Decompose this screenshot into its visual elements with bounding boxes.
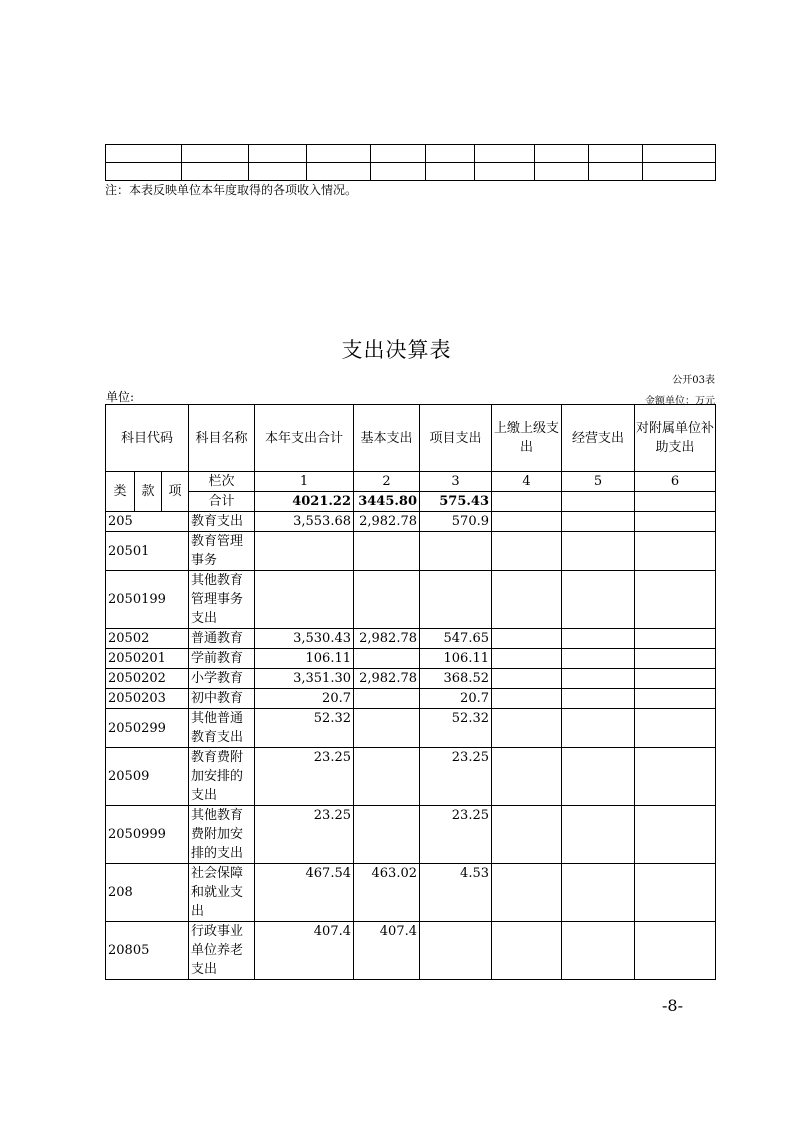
subject-code: 2050201 (106, 649, 189, 669)
total-amount: 20.7 (255, 689, 354, 709)
basic-amount (354, 571, 420, 629)
subject-code: 2050999 (106, 806, 189, 864)
table-row (106, 629, 716, 649)
subject-code: 205 (106, 512, 189, 532)
column-number-3: 3 (420, 472, 492, 492)
project-amount: 4.53 (420, 864, 492, 922)
basic-amount (354, 709, 420, 748)
table-row (106, 163, 716, 181)
project-amount: 52.32 (420, 709, 492, 748)
header-xiang: 项 (162, 472, 189, 512)
sum-label: 合计 (189, 492, 255, 512)
basic-amount: 2,982.78 (354, 629, 420, 649)
basic-amount (354, 748, 420, 806)
table-row (106, 532, 716, 571)
amount-unit: 金额单位：万元 (645, 396, 715, 407)
table-row (106, 669, 716, 689)
table-row (106, 748, 716, 806)
table-row (106, 649, 716, 669)
total-amount: 23.25 (255, 806, 354, 864)
form-number: 公开03表 (672, 375, 715, 386)
project-amount: 20.7 (420, 689, 492, 709)
column-number-5: 5 (562, 472, 635, 492)
header-total: 本年支出合计 (255, 405, 354, 472)
total-amount: 467.54 (255, 864, 354, 922)
subject-code: 20501 (106, 532, 189, 571)
page-number: -8- (662, 996, 683, 1015)
table-row (106, 864, 716, 922)
total-amount: 3,351.30 (255, 669, 354, 689)
sum-total: 4021.22 (255, 492, 354, 512)
basic-amount: 463.02 (354, 864, 420, 922)
total-amount: 3,530.43 (255, 629, 354, 649)
table-row (106, 571, 716, 629)
total-amount: 3,553.68 (255, 512, 354, 532)
subject-code: 2050203 (106, 689, 189, 709)
header-row (106, 405, 716, 472)
basic-amount (354, 689, 420, 709)
previous-income-table-remnant (105, 144, 716, 181)
header-subject-name: 科目名称 (189, 405, 255, 472)
subject-code: 20502 (106, 629, 189, 649)
subject-name: 初中教育 (189, 689, 255, 709)
basic-amount (354, 649, 420, 669)
subject-name: 教育支出 (189, 512, 255, 532)
project-amount (420, 922, 492, 980)
column-number-4: 4 (492, 472, 562, 492)
subject-name: 教育管理事务 (189, 532, 255, 571)
project-amount (420, 532, 492, 571)
sum-row (106, 492, 716, 512)
table-row (106, 512, 716, 532)
header-lei: 类 (106, 472, 135, 512)
subject-name: 小学教育 (189, 669, 255, 689)
sum-basic: 3445.80 (354, 492, 420, 512)
basic-amount (354, 532, 420, 571)
project-amount: 368.52 (420, 669, 492, 689)
total-amount (255, 532, 354, 571)
column-number-1: 1 (255, 472, 354, 492)
expenditure-table (105, 404, 716, 980)
header-upper: 上缴上级支出 (492, 405, 562, 472)
column-number-row (106, 472, 716, 492)
project-amount: 106.11 (420, 649, 492, 669)
subject-name: 其他教育费附加安排的支出 (189, 806, 255, 864)
subject-code: 2050199 (106, 571, 189, 629)
basic-amount: 2,982.78 (354, 512, 420, 532)
project-amount: 23.25 (420, 806, 492, 864)
subject-name: 行政事业单位养老支出 (189, 922, 255, 980)
header-project: 项目支出 (420, 405, 492, 472)
column-number-label: 栏次 (189, 472, 255, 492)
table-row (106, 689, 716, 709)
table-row (106, 709, 716, 748)
income-table-note: 注：本表反映单位本年度取得的各项收入情况。 (105, 183, 358, 197)
table-row (106, 922, 716, 980)
total-amount: 407.4 (255, 922, 354, 980)
total-amount: 52.32 (255, 709, 354, 748)
subject-name: 学前教育 (189, 649, 255, 669)
project-amount: 23.25 (420, 748, 492, 806)
total-amount: 23.25 (255, 748, 354, 806)
total-amount (255, 571, 354, 629)
column-number-6: 6 (635, 472, 716, 492)
total-amount: 106.11 (255, 649, 354, 669)
subject-code: 20509 (106, 748, 189, 806)
subject-name: 普通教育 (189, 629, 255, 649)
subject-name: 教育费附加安排的支出 (189, 748, 255, 806)
column-number-2: 2 (354, 472, 420, 492)
page-title: 支出决算表 (341, 338, 452, 362)
subject-code: 2050299 (106, 709, 189, 748)
project-amount (420, 571, 492, 629)
header-business: 经营支出 (562, 405, 635, 472)
sum-project: 575.43 (420, 492, 492, 512)
header-kuan: 款 (135, 472, 162, 512)
subject-name: 其他普通教育支出 (189, 709, 255, 748)
basic-amount: 407.4 (354, 922, 420, 980)
project-amount: 547.65 (420, 629, 492, 649)
header-subject-code: 科目代码 (106, 405, 189, 472)
basic-amount: 2,982.78 (354, 669, 420, 689)
table-row (106, 806, 716, 864)
subject-code: 20805 (106, 922, 189, 980)
subject-name: 社会保障和就业支出 (189, 864, 255, 922)
unit-label: 单位: (106, 390, 135, 404)
subject-code: 208 (106, 864, 189, 922)
basic-amount (354, 806, 420, 864)
subject-name: 其他教育管理事务支出 (189, 571, 255, 629)
table-row (106, 145, 716, 163)
subject-code: 2050202 (106, 669, 189, 689)
project-amount: 570.9 (420, 512, 492, 532)
header-subsidiary: 对附属单位补助支出 (635, 405, 716, 472)
header-basic: 基本支出 (354, 405, 420, 472)
